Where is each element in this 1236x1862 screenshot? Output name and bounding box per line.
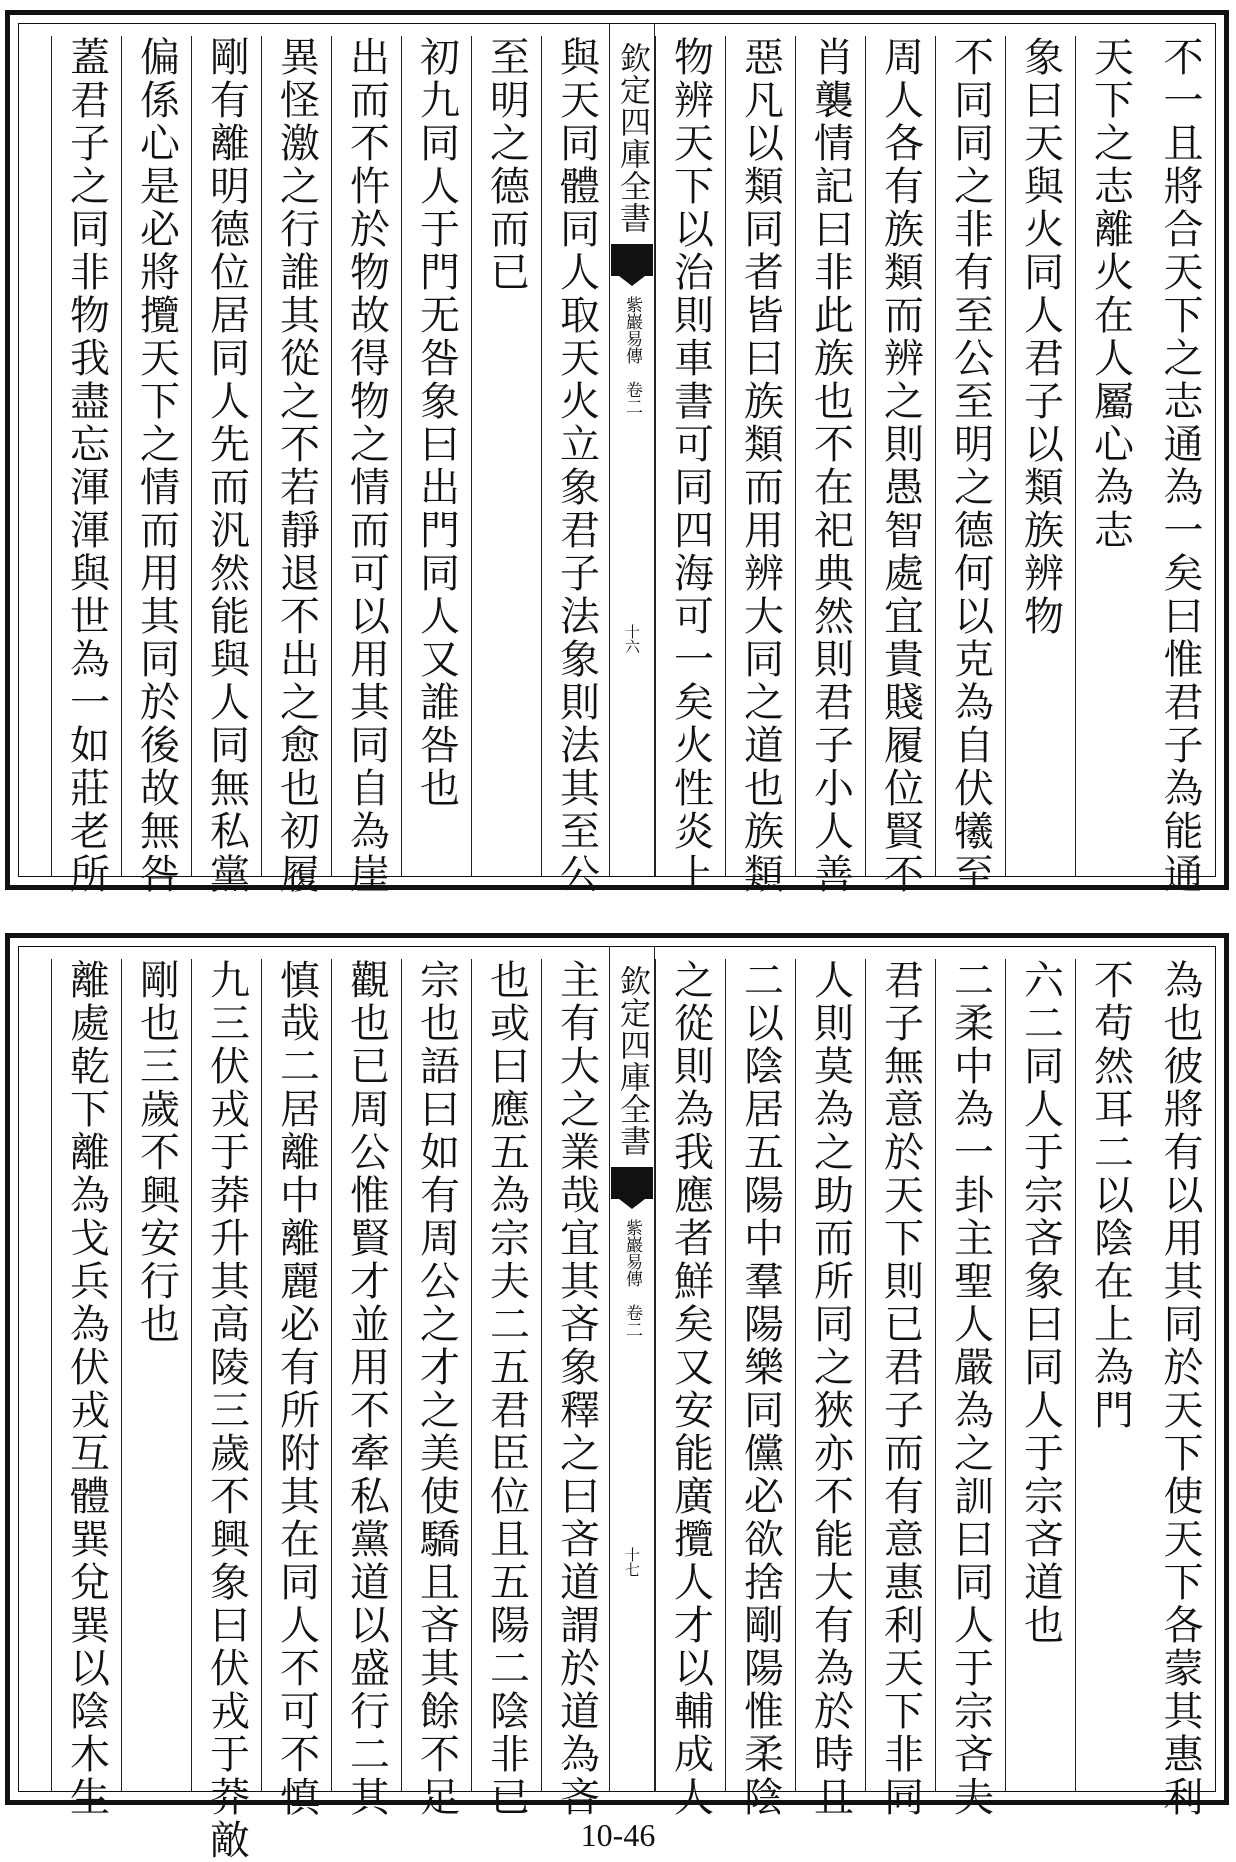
text-column <box>121 36 191 896</box>
text-column <box>865 36 935 896</box>
column-text: 象曰天與火同人君子以類族辨物 <box>1017 36 1064 638</box>
page-number: 10-46 <box>580 1817 656 1853</box>
column-text: 離處乾下離為戈兵為伏戎互體巽兌巽以陰木生 <box>63 959 110 1819</box>
column-text: 人則莫為之助而所同之狹亦不能大有為於時且 <box>807 959 854 1819</box>
text-column <box>261 959 331 1819</box>
top-page <box>5 10 1229 896</box>
text-column <box>541 959 611 1819</box>
text-column <box>191 36 261 896</box>
column-text: 惡凡以類同者皆曰族類而用辨大同之道也族類 <box>737 36 784 896</box>
text-column <box>471 36 541 876</box>
column-text: 蓋君子之同非物我盡忘渾渾與世為一如莊老所 <box>63 36 110 896</box>
column-text: 九三伏戎于莽升其高陵三歲不興象曰伏戎于莽敵 <box>203 959 250 1862</box>
margin-subtitle: 紫巖易傳 卷二 <box>622 1219 642 1338</box>
text-column <box>655 959 725 1819</box>
column-text: 初九同人于門无咎象曰出門同人又誰咎也 <box>413 36 460 810</box>
fishtail-ornament <box>611 1167 653 1199</box>
column-text: 周人各有族類而辨之則愚智處宜貴賤履位賢不 <box>877 36 924 896</box>
column-text: 主有大之業哉宜其吝象釋之曰吝道謂於道為吝 <box>553 959 600 1819</box>
text-column <box>331 36 401 896</box>
column-text: 之從則為我應者鮮矣又安能廣攬人才以輔成人 <box>667 959 714 1819</box>
column-text: 君子無意於天下則已君子而有意惠利天下非同 <box>877 959 924 1819</box>
margin-title: 欽定四庫全書 <box>614 42 650 234</box>
column-text: 剛有離明德位居同人先而汎然能與人同無私黨 <box>203 36 250 896</box>
column-text: 二以陰居五陽中羣陽樂同儻必欲捨剛陽惟柔陰 <box>737 959 784 1819</box>
text-column <box>471 959 541 1819</box>
text-column <box>795 36 865 896</box>
text-column <box>1075 36 1145 876</box>
column-text: 與天同體同人取天火立象君子法象則法其至公 <box>553 36 600 896</box>
text-column <box>401 959 471 1819</box>
column-text: 天下之志離火在人屬心為志 <box>1087 36 1134 552</box>
text-column <box>1145 36 1215 896</box>
text-column <box>655 36 725 896</box>
text-column <box>1075 959 1145 1791</box>
text-column <box>865 959 935 1819</box>
folio-number: 十七 <box>623 1547 641 1577</box>
column-text: 二柔中為一卦主聖人嚴為之訓曰同人于宗吝夫 <box>947 959 994 1819</box>
text-column <box>1005 959 1075 1791</box>
column-text: 觀也已周公惟賢才並用不牽私黨道以盛行二其 <box>343 959 390 1819</box>
center-margin <box>609 947 655 1791</box>
column-text: 六二同人于宗吝象曰同人于宗吝道也 <box>1017 959 1064 1647</box>
column-text: 偏係心是必將攬天下之情而用其同於後故無咎 <box>133 36 180 896</box>
column-text: 慎哉二居離中離麗必有所附其在同人不可不慎 <box>273 959 320 1819</box>
text-column <box>121 959 191 1791</box>
column-text: 異怪激之行誰其從之不若靜退不出之愈也初履 <box>273 36 320 896</box>
top-page-frame <box>18 23 1216 896</box>
column-text: 也或曰應五為宗夫二五君臣位且五陽二陰非已 <box>483 959 530 1819</box>
column-text: 物辨天下以治則車書可同四海可一矣火性炎上 <box>667 36 714 896</box>
text-column <box>541 36 611 896</box>
column-text: 為也彼將有以用其同於天下使天下各蒙其惠利 <box>1157 959 1203 1819</box>
text-column <box>725 959 795 1819</box>
text-column <box>191 959 261 1862</box>
margin-title: 欽定四庫全書 <box>614 965 650 1157</box>
column-text: 肖襲情記曰非此族也不在祀典然則君子小人善 <box>807 36 854 896</box>
column-text: 不一且將合天下之志通為一矣曰惟君子為能通 <box>1157 36 1203 896</box>
text-column <box>795 959 865 1819</box>
folio-number: 十六 <box>623 624 641 654</box>
text-column <box>725 36 795 896</box>
text-column <box>261 36 331 896</box>
column-text: 剛也三歲不興安行也 <box>133 959 180 1346</box>
text-column <box>1005 36 1075 876</box>
text-column <box>51 959 121 1819</box>
column-text: 宗也語曰如有周公之才之美使驕且吝其餘不足 <box>413 959 460 1819</box>
text-column <box>935 959 1005 1819</box>
column-text: 至明之德而已 <box>483 36 530 294</box>
text-column <box>935 36 1005 896</box>
text-column <box>51 36 121 896</box>
center-margin <box>609 24 655 876</box>
text-column <box>401 36 471 876</box>
column-text: 不苟然耳二以陰在上為門 <box>1087 959 1134 1432</box>
margin-subtitle: 紫巖易傳 卷二 <box>622 296 642 415</box>
text-column <box>331 959 401 1819</box>
column-text: 不同同之非有至公至明之德何以克為自伏犧至 <box>947 36 994 896</box>
text-column <box>1145 959 1215 1819</box>
fishtail-ornament <box>611 244 653 276</box>
column-text: 出而不忤於物故得物之情而可以用其同自為崖 <box>343 36 390 896</box>
